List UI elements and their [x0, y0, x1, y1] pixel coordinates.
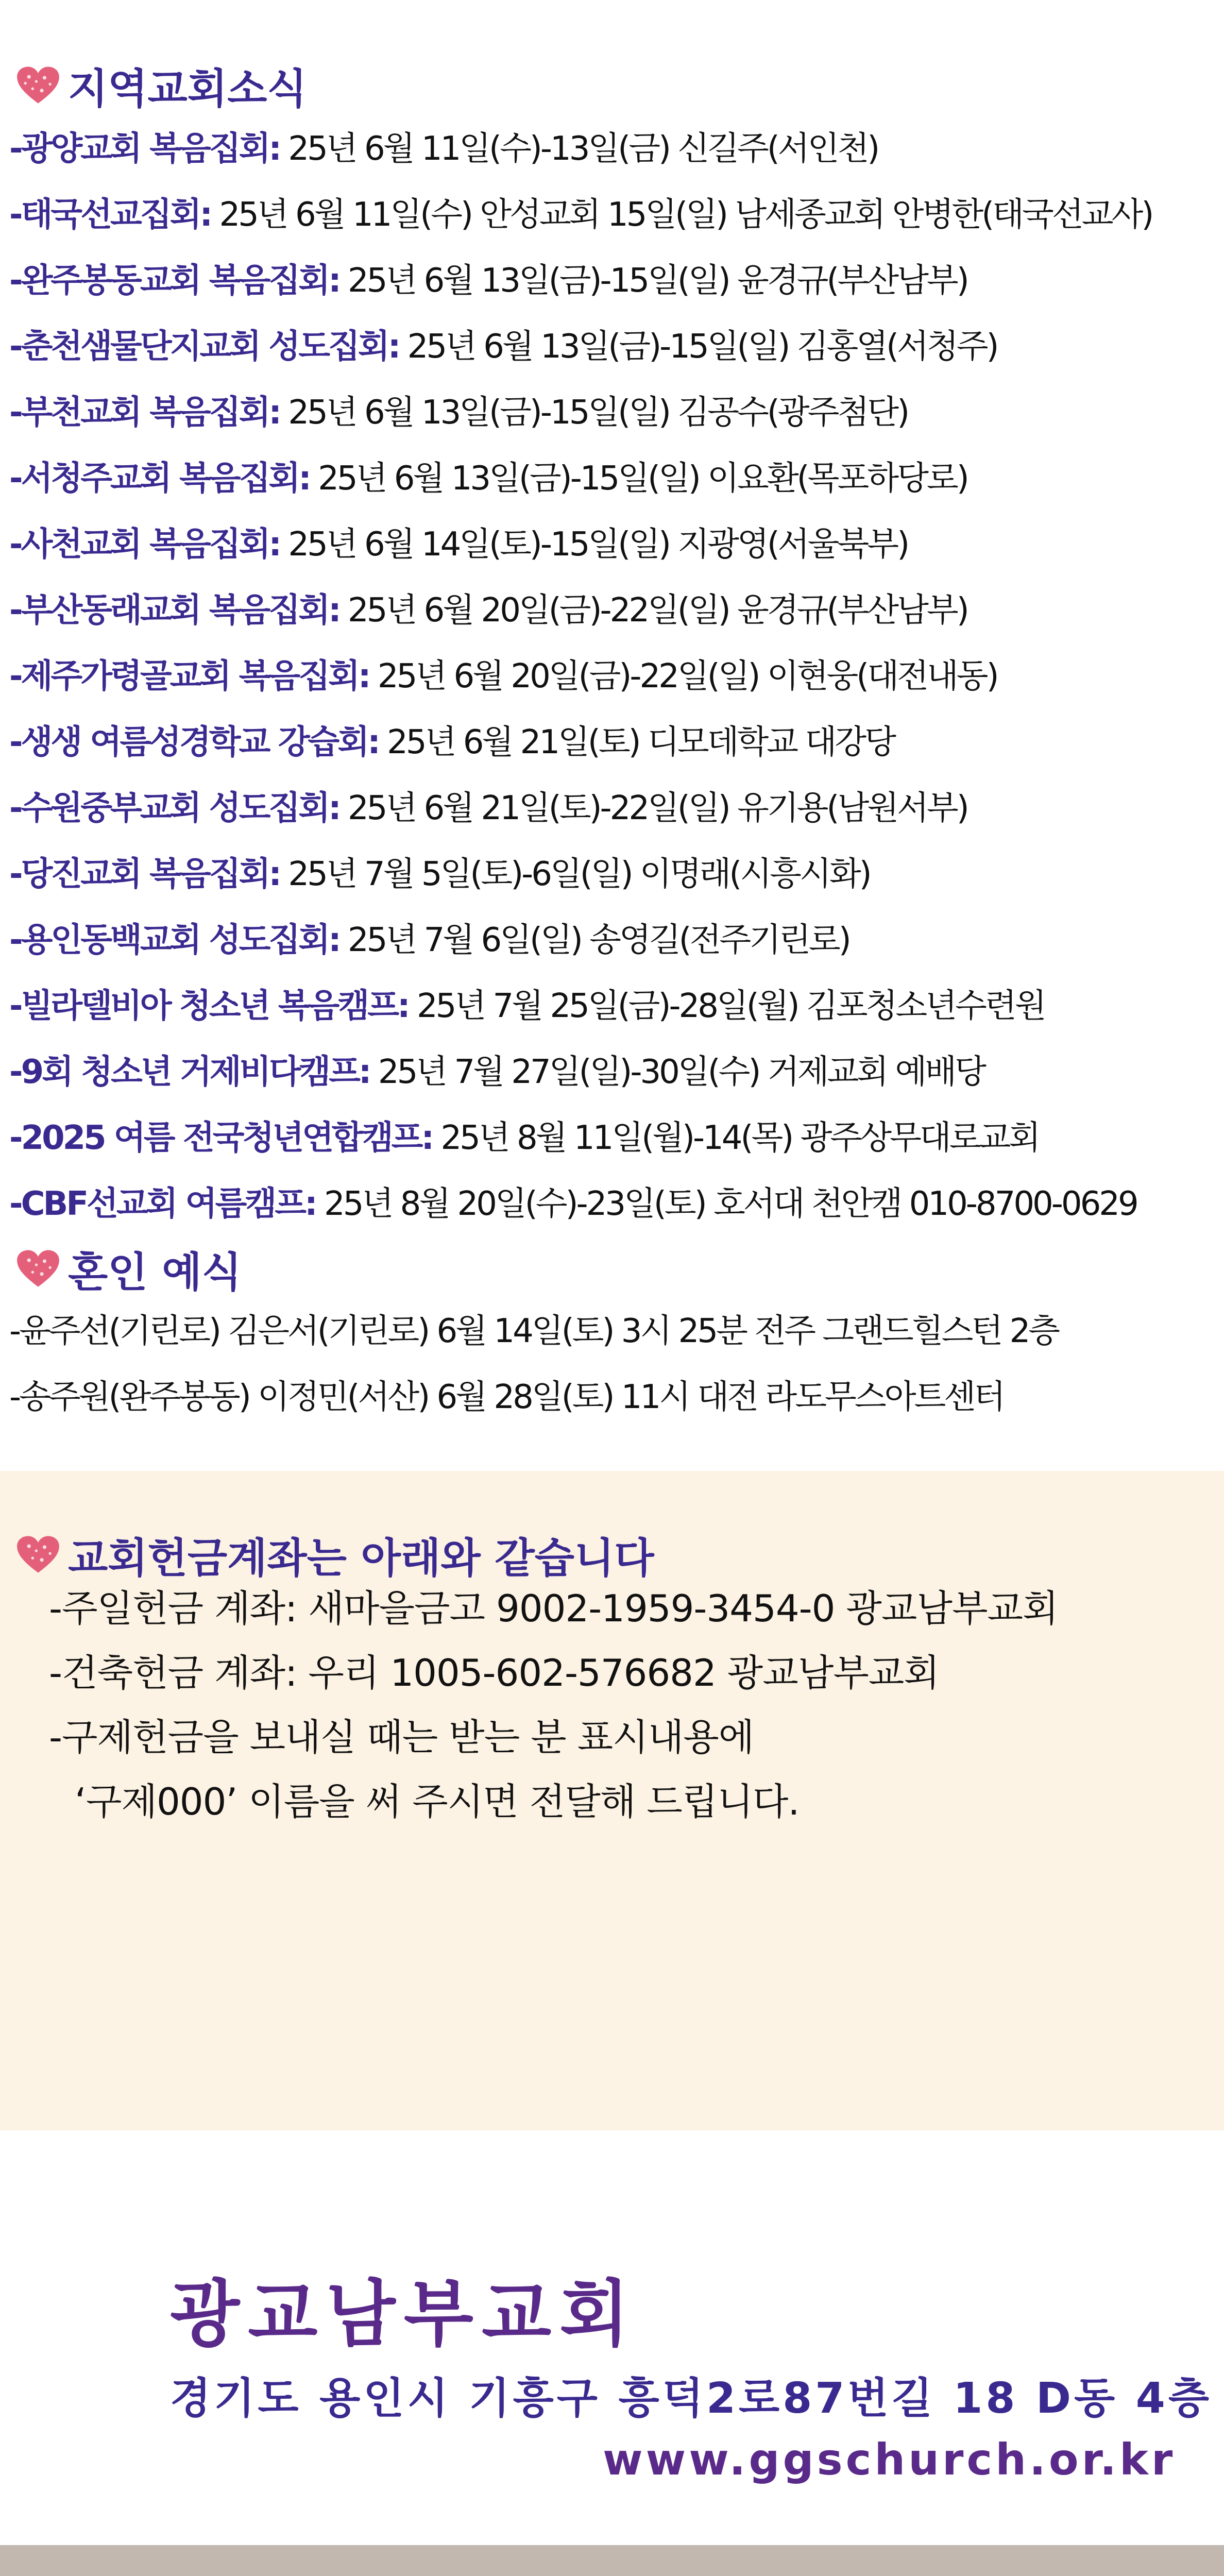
news-item-detail: 25년 7월 27일(일)-30일(수) 거제교회 예배당: [369, 1053, 984, 1091]
news-item: [9, 775, 1220, 841]
news-item-name: -제주가령골교회 복음집회:: [9, 657, 369, 696]
news-item-detail: 25년 7월 25일(금)-28일(월) 김포청소년수련원: [408, 987, 1045, 1025]
regional-news-list: [9, 116, 1220, 1237]
news-item: [9, 709, 1220, 775]
wedding-title: [14, 1239, 242, 1298]
news-item: [9, 1105, 1220, 1171]
news-item-detail: 25년 6월 11일(수)-13일(금) 신길주(서인천): [280, 130, 878, 168]
wedding-title-text: 혼인 예식: [68, 1248, 242, 1296]
news-item-name: -완주봉동교회 복음집회:: [9, 262, 339, 300]
offering-title: [14, 1525, 654, 1584]
offering-title-text: 교회헌금계좌는 아래와 같습니다: [68, 1534, 654, 1582]
news-item-name: -빌라델비아 청소년 복음캠프:: [9, 987, 409, 1025]
news-item-detail: 25년 7월 5일(토)-6일(일) 이명래(시흥시화): [280, 855, 870, 893]
news-item-name: -9회 청소년 거제비다캠프:: [9, 1053, 370, 1091]
news-item: [9, 643, 1220, 709]
news-item: [9, 380, 1220, 446]
church-name: 광교남부교회: [170, 2273, 638, 2357]
wedding-list: [9, 1298, 1220, 1430]
news-item: [9, 512, 1220, 578]
news-item-name: -사천교회 복음집회:: [9, 526, 280, 564]
church-address: 경기도 용인시 기흥구 흥덕2로87번길 18 D동 4층: [170, 2374, 1213, 2423]
news-item-detail: 25년 6월 13일(금)-15일(일) 김홍열(서청주): [399, 328, 997, 366]
news-item-detail: 25년 6월 21일(토)-22일(일) 유기용(남원서부): [339, 789, 967, 827]
building-offering-account: -건축헌금 계좌: 우리 1005-602-576682 광교남부교회: [49, 1651, 939, 1694]
news-item-detail: 25년 8월 20일(수)-23일(토) 호서대 천안캠 010-8700-0629: [315, 1185, 1137, 1223]
news-item-detail: 25년 6월 20일(금)-22일(일) 윤경규(부산남부): [339, 591, 967, 630]
news-item: [9, 1039, 1220, 1105]
news-item-name: -춘천샘물단지교회 성도집회:: [9, 328, 399, 366]
news-item-detail: 25년 6월 21일(토) 디모데학교 대강당: [378, 723, 894, 761]
offering-lines: [49, 1577, 1208, 1834]
wedding-item: -윤주선(기린로) 김은서(기린로) 6월 14일(토) 3시 25분 전주 그랜드힐스턴 2층: [9, 1312, 1059, 1350]
news-item-detail: 25년 8월 11일(월)-14(목) 광주상무대로교회: [432, 1119, 1039, 1157]
news-item-name: -생생 여름성경학교 강습회:: [9, 723, 379, 761]
relief-offering-instruction: ‘구제000’ 이름을 써 주시면 전달해 드립니다.: [75, 1780, 800, 1823]
news-item-detail: 25년 6월 13일(금)-15일(일) 김공수(광주첨단): [280, 394, 908, 432]
news-item: [9, 446, 1220, 512]
news-item-name: -2025 여름 전국청년연합캠프:: [9, 1119, 433, 1157]
news-item-name: -용인동백교회 성도집회:: [9, 921, 339, 959]
sunday-offering-account: -주일헌금 계좌: 새마을금고 9002-1959-3454-0 광교남부교회: [49, 1587, 1058, 1630]
regional-news-title-text: 지역교회소식: [68, 65, 307, 113]
news-item: [9, 248, 1220, 314]
news-item: [9, 1171, 1220, 1237]
footer-bar: [0, 2545, 1224, 2576]
news-item-name: -수원중부교회 성도집회:: [9, 789, 339, 827]
news-item: [9, 314, 1220, 380]
heart-icon: [14, 1248, 62, 1290]
wedding-item: -송주원(완주봉동) 이정민(서산) 6월 28일(토) 11시 대전 라도무스아트센터: [9, 1378, 1004, 1416]
news-item-name: -광양교회 복음집회:: [9, 130, 280, 168]
news-item-detail: 25년 6월 13일(금)-15일(일) 이요환(목포하당로): [309, 460, 967, 498]
relief-offering-note: -구제헌금을 보내실 때는 받는 분 표시내용에: [49, 1716, 754, 1759]
news-item: [9, 116, 1220, 182]
news-item-name: -태국선교집회:: [9, 196, 211, 234]
news-item-detail: 25년 7월 6일(일) 송영길(전주기린로): [339, 921, 849, 959]
news-item-name: -부산동래교회 복음집회:: [9, 591, 339, 630]
news-item: [9, 841, 1220, 907]
news-item-detail: 25년 6월 14일(토)-15일(일) 지광영(서울북부): [280, 526, 908, 564]
church-website-link[interactable]: www.ggschurch.or.kr: [603, 2434, 1176, 2485]
news-item-detail: 25년 6월 13일(금)-15일(일) 윤경규(부산남부): [339, 262, 967, 300]
news-item-name: -서청주교회 복음집회:: [9, 460, 310, 498]
regional-news-title: [14, 56, 307, 115]
news-item-detail: 25년 6월 11일(수) 안성교회 15일(일) 남세종교회 안병한(태국선교사): [211, 196, 1152, 234]
news-item: [9, 182, 1220, 248]
news-item: [9, 973, 1220, 1039]
heart-icon: [14, 65, 62, 106]
heart-icon: [14, 1534, 62, 1575]
news-item-name: -당진교회 복음집회:: [9, 855, 280, 893]
news-item: [9, 907, 1220, 973]
news-item-name: -CBF선교회 여름캠프:: [9, 1185, 316, 1223]
news-item: [9, 578, 1220, 643]
news-item-name: -부천교회 복음집회:: [9, 394, 280, 432]
news-item-detail: 25년 6월 20일(금)-22일(일) 이현웅(대전내동): [369, 657, 997, 696]
